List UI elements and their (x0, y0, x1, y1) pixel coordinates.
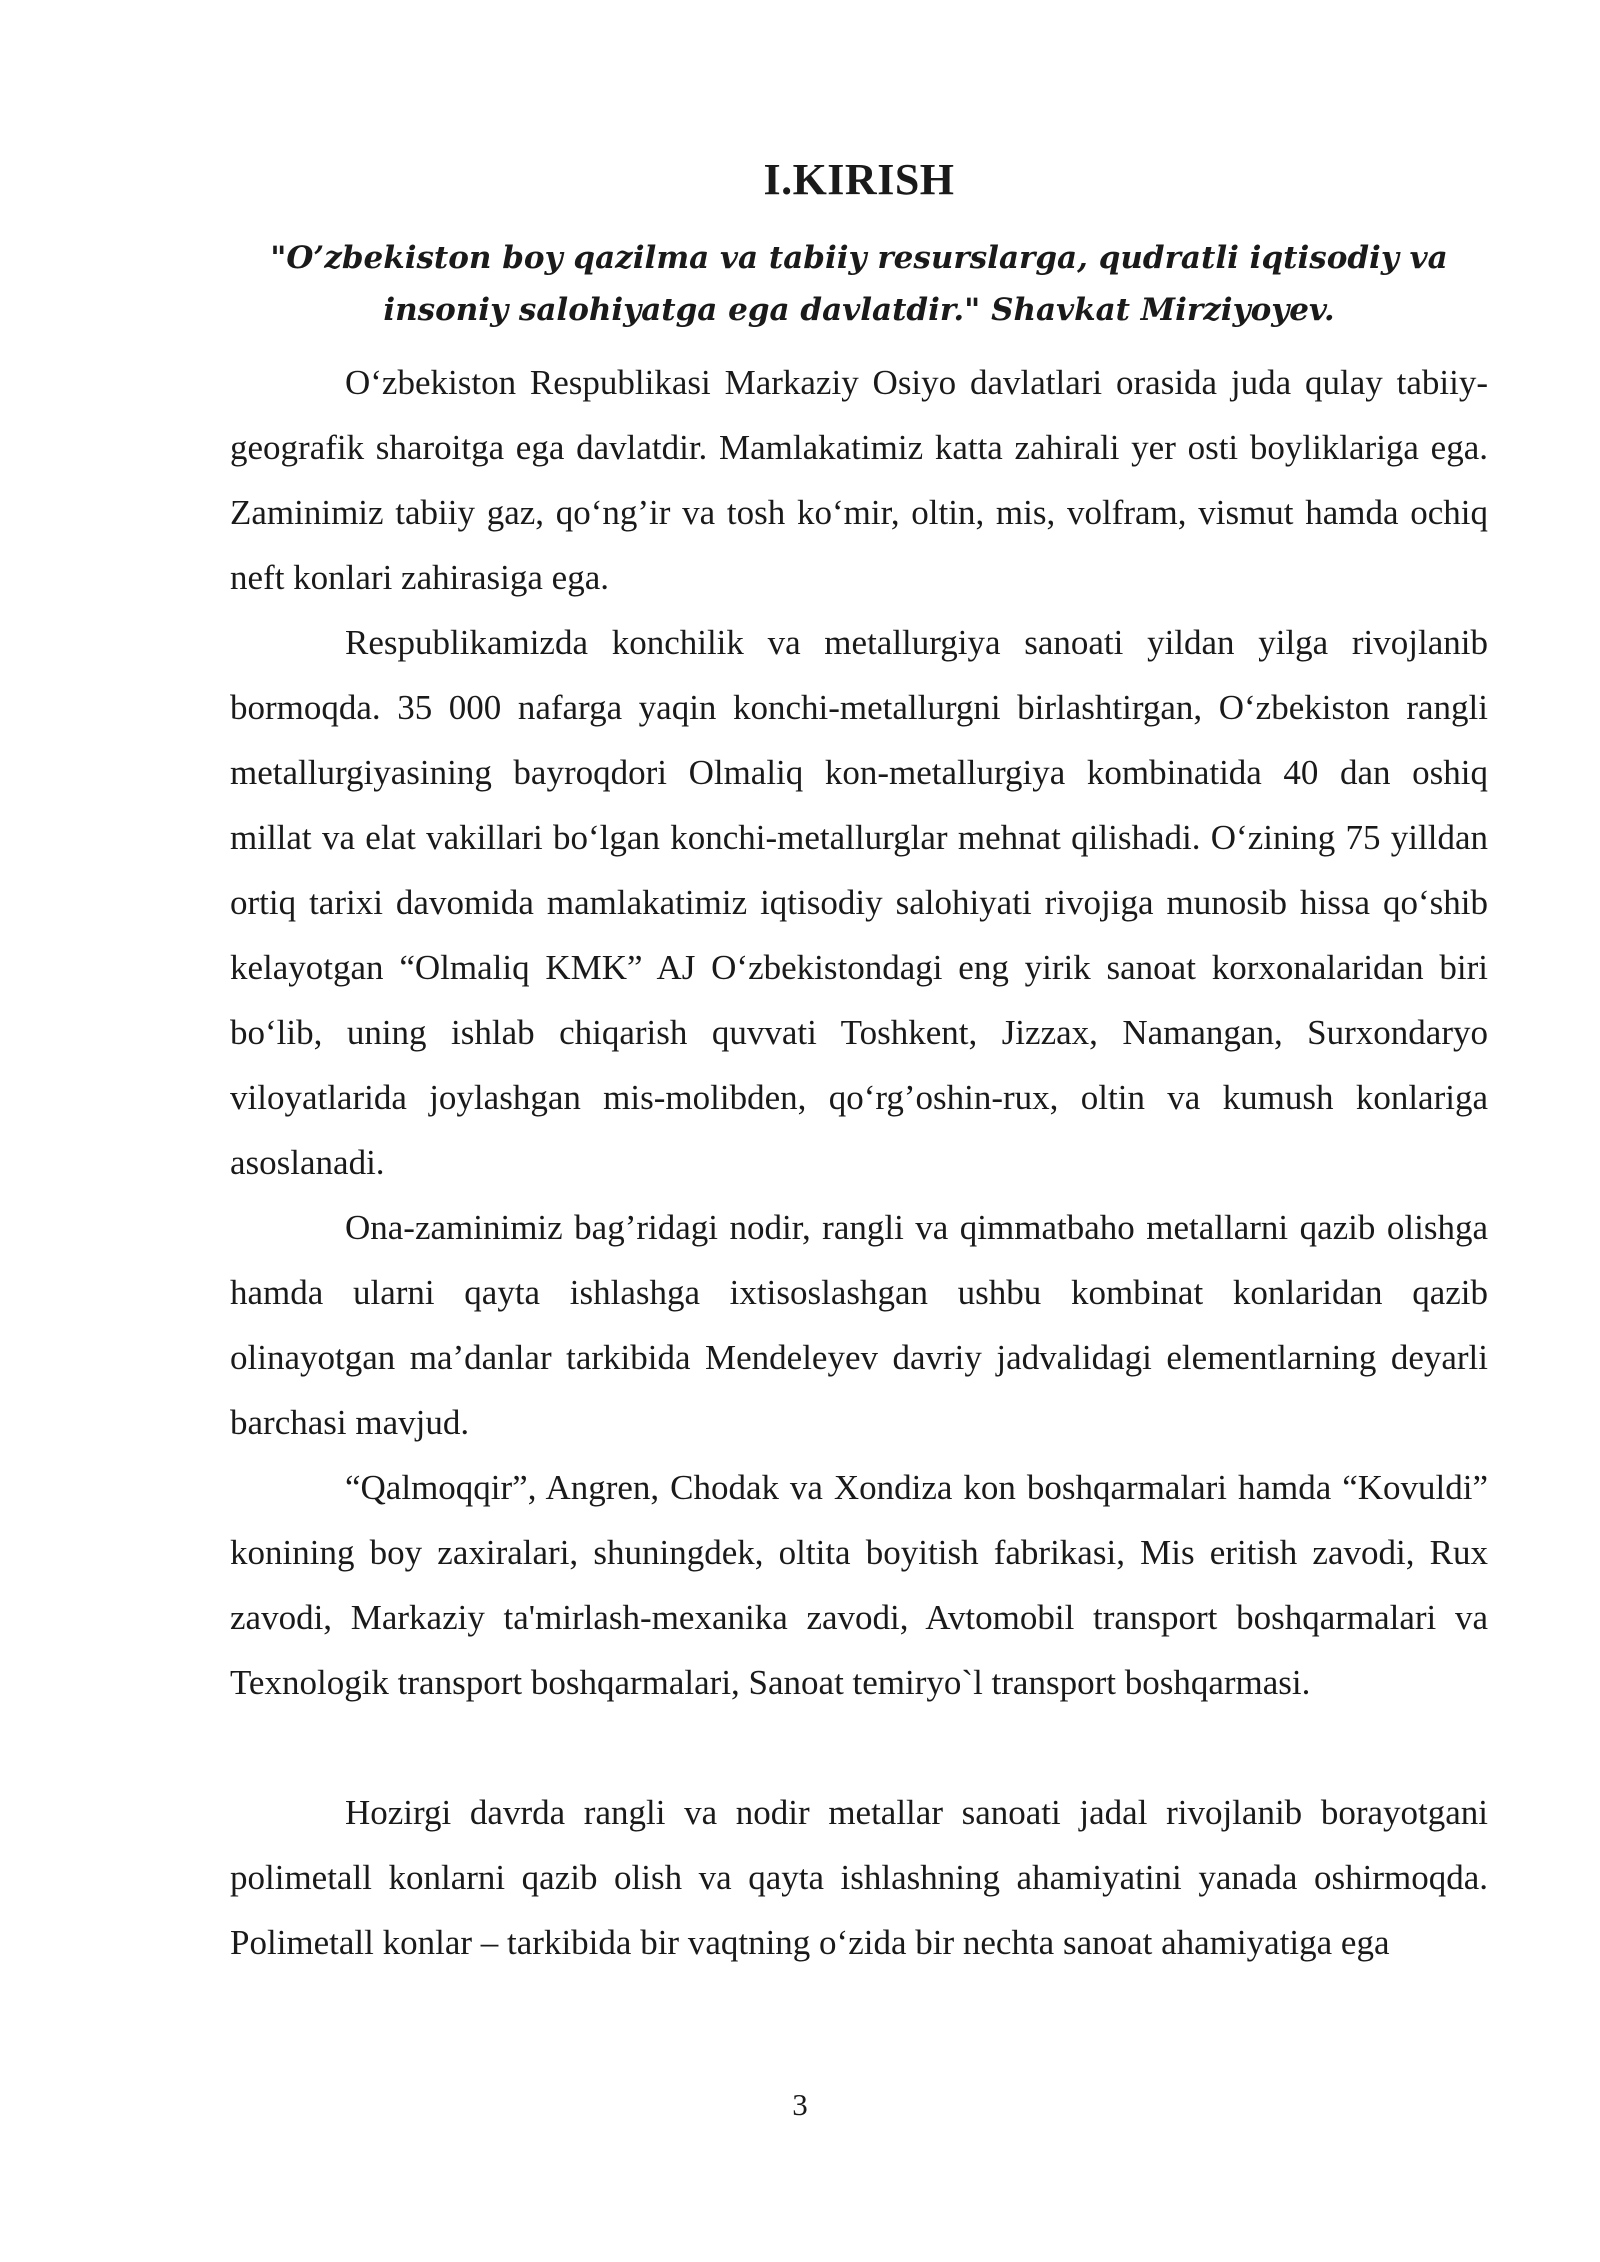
document-page (230, 150, 1488, 1975)
body-paragraph: Hozirgi davrda rangli va nodir metallar sanoati jadal rivojlanib borayotgani polimetall konlarni qazib olish va qayta ishlashning ahamiyatini yanada oshirmoqda. Polimetall konlar – tarkibida bir vaqtning o‘zida bir nechta sanoat ahamiyatiga ega (230, 1793, 1488, 1962)
page-number: 3 (792, 2087, 808, 2122)
body-paragraph: O‘zbekiston Respublikasi Markaziy Osiyo davlatlari orasida juda qulay tabiiy-geografik sharoitga ega davlatdir. Mamlakatimiz katta zahirali yer osti boyliklariga ega. Zaminimiz tabiiy gaz, qo‘ng’ir va tosh ko‘mir, oltin, mis, volfram, vismut hamda ochiq neft konlari zahirasiga ega. (230, 363, 1488, 597)
epigraph-line: insoniy salohiyatga ega davlatdir." Shavkat Mirziyoyev. (383, 292, 1335, 328)
epigraph-line: "O’zbekiston boy qazilma va tabiiy resurslarga, qudratli iqtisodiy va (270, 240, 1448, 276)
body-paragraph: Respublikamizda konchilik va metallurgiya sanoati yildan yilga rivojlanib bormoqda. 35 000 nafarga yaqin konchi-metallurgni birlashtirgan, O‘zbekiston rangli metallurgiyasining bayroqdori Olmaliq kon-metallurgiya kombinatida 40 dan oshiq millat va elat vakillari bo‘lgan konchi-metallurglar mehnat qilishadi. O‘zining 75 yilldan ortiq tarixi davomida mamlakatimiz iqtisodiy salohiyati rivojiga munosib hissa qo‘shib kelayotgan “Olmaliq KMK” AJ O‘zbekistondagi eng yirik sanoat korxonalaridan biri bo‘lib, uning ishlab chiqarish quvvati Toshkent, Jizzax, Namangan, Surxondaryo viloyatlarida joylashgan mis-molibden, qo‘rg’oshin-rux, oltin va kumush konlariga asoslanadi. (230, 623, 1488, 1182)
section-title: I.KIRISH (763, 155, 955, 204)
epigraph (230, 232, 1488, 336)
body-paragraph: “Qalmoqqir”, Angren, Chodak va Xondiza kon boshqarmalari hamda “Kovuldi” konining boy zaxiralari, shuningdek, oltita boyitish fabrikasi, Mis eritish zavodi, Rux zavodi, Markaziy ta'mirlash-mexanika zavodi, Avtomobil transport boshqarmalari va Texnologik transport boshqarmalari, Sanoat temiryo`l transport boshqarmasi. (230, 1468, 1488, 1702)
body-paragraph: Ona-zaminimiz bag’ridagi nodir, rangli va qimmatbaho metallarni qazib olishga hamda ularni qayta ishlashga ixtisoslashgan ushbu kombinat konlaridan qazib olinayotgan ma’danlar tarkibida Mendeleyev davriy jadvalidagi elementlarning deyarli barchasi mavjud. (230, 1208, 1488, 1442)
